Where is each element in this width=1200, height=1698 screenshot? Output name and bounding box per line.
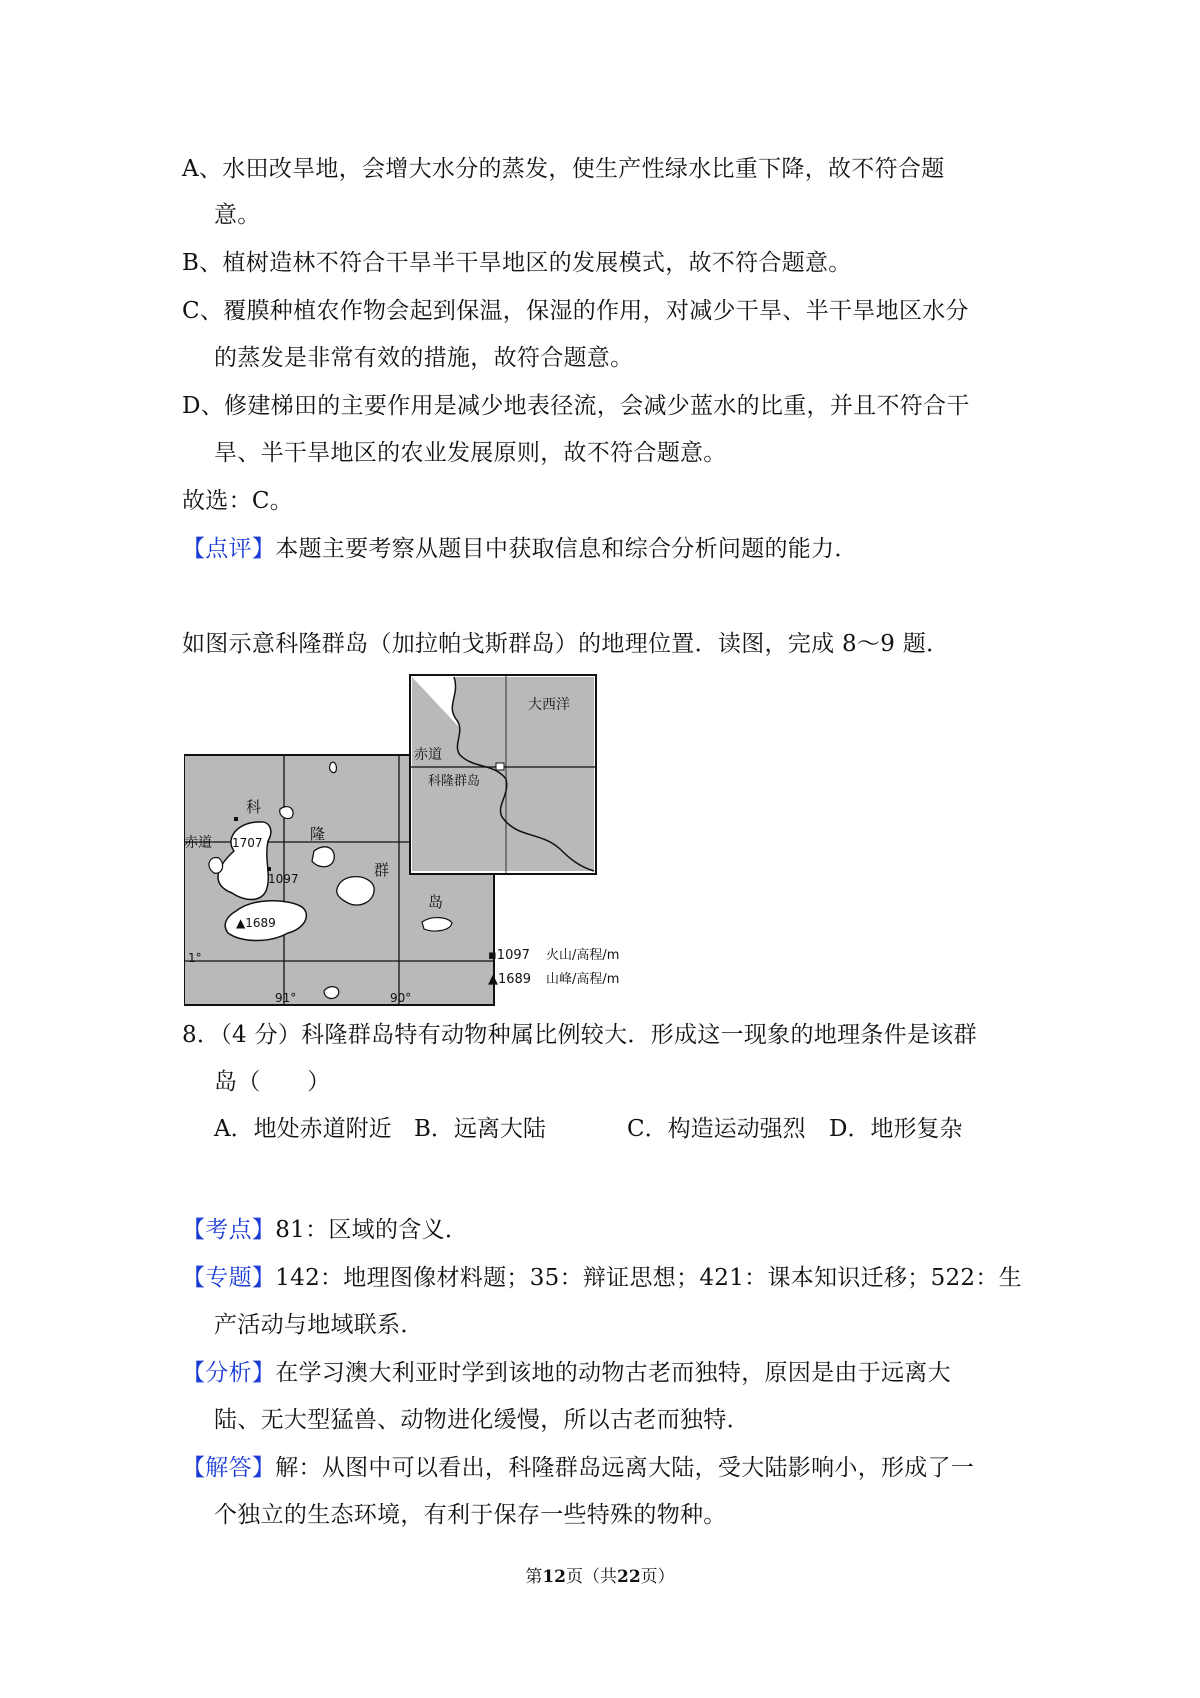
zhuanti-text1: 142：地理图像材料题；35：辩证思想；421：课本知识迁移；522：生 bbox=[275, 1265, 1022, 1291]
footer-page-number: 12 bbox=[542, 1567, 566, 1587]
footer-total-pages: 22 bbox=[617, 1567, 641, 1587]
label-inset-galapagos: 科隆群岛 bbox=[428, 774, 481, 789]
option-c-explanation-line2: 的蒸发是非常有效的措施，故符合题意。 bbox=[214, 345, 634, 371]
legend-peak-label: 山峰/高程/m bbox=[546, 972, 620, 987]
island-small-north bbox=[330, 762, 337, 772]
choice-b: B．远离大陆 bbox=[414, 1116, 546, 1142]
review-line bbox=[182, 534, 858, 564]
choice-a: A．地处赤道附近 bbox=[214, 1116, 392, 1142]
fenxi-line2: 陆、无大型猛兽、动物进化缓慢，所以古老而独特． bbox=[214, 1407, 750, 1433]
fenxi-tag: 【分析】 bbox=[182, 1360, 276, 1386]
jieda-text1: 解：从图中可以看出，科隆群岛远离大陆，受大陆影响小，形成了一 bbox=[275, 1455, 975, 1481]
option-a-explanation-line2: 意。 bbox=[214, 202, 261, 228]
inset-galapagos-marker bbox=[496, 763, 504, 770]
label-lon-91: 91° bbox=[275, 991, 297, 1005]
question-8-line1: 8．（4 分）科隆群岛特有动物种属比例较大．形成这一现象的地理条件是该群 bbox=[182, 1022, 977, 1048]
island-santiago bbox=[312, 847, 334, 867]
zhuanti-line2: 产活动与地域联系． bbox=[214, 1312, 424, 1338]
answer-line: 故选：C。 bbox=[182, 488, 294, 514]
footer-post: 页） bbox=[640, 1567, 675, 1587]
option-d-explanation-line2: 旱、半干旱地区的农业发展原则，故不符合题意。 bbox=[214, 440, 727, 466]
label-elev-1707: 1707 bbox=[232, 836, 263, 850]
volcano-marker-1707 bbox=[234, 817, 238, 821]
label-lat-1: 1° bbox=[188, 951, 202, 965]
option-c-explanation-line1: C、覆膜种植农作物会起到保温，保湿的作用，对减少干旱、半干旱地区水分 bbox=[182, 298, 969, 324]
footer-mid: 页（共 bbox=[566, 1567, 617, 1587]
review-text: 本题主要考察从题目中获取信息和综合分析问题的能力． bbox=[275, 536, 858, 562]
zhuanti-tag: 【专题】 bbox=[182, 1265, 276, 1291]
jieda-tag: 【解答】 bbox=[182, 1455, 276, 1481]
label-elev-1097: 1097 bbox=[268, 872, 299, 886]
option-a-explanation-line1: A、水田改旱地，会增大水分的蒸发，使生产性绿水比重下降，故不符合题 bbox=[182, 156, 945, 182]
legend-volcano-label: 火山/高程/m bbox=[546, 948, 620, 963]
label-elev-1689: ▲1689 bbox=[236, 916, 276, 930]
choice-c: C．构造运动强烈 bbox=[627, 1116, 806, 1142]
zhuanti-line1 bbox=[182, 1263, 1022, 1293]
label-long: 隆 bbox=[310, 825, 326, 843]
island-fernandina bbox=[209, 858, 223, 874]
label-atlantic: 大西洋 bbox=[528, 697, 570, 713]
choice-d: D．地形复杂 bbox=[829, 1116, 963, 1142]
option-d-explanation-line1: D、修建梯田的主要作用是减少地表径流，会减少蓝水的比重，并且不符合干 bbox=[182, 393, 970, 419]
label-qun: 群 bbox=[374, 861, 390, 879]
fenxi-text1: 在学习澳大利亚时学到该地的动物古老而独特，原因是由于远离大 bbox=[275, 1360, 951, 1386]
question-intro: 如图示意科隆群岛（加拉帕戈斯群岛）的地理位置．读图，完成 8～9 题． bbox=[182, 631, 950, 657]
footer-pre: 第 bbox=[525, 1567, 543, 1587]
question-8-line2: 岛（ ） bbox=[214, 1069, 331, 1095]
jieda-line1 bbox=[182, 1453, 974, 1483]
option-b-explanation: B、植树造林不符合干旱半干旱地区的发展模式，故不符合题意。 bbox=[182, 250, 852, 276]
label-lon-90: 90° bbox=[390, 991, 412, 1005]
jieda-line2: 个独立的生态环境，有利于保存一些特殊的物种。 bbox=[214, 1502, 727, 1528]
kaodian-tag: 【考点】 bbox=[182, 1217, 276, 1243]
fenxi-line1 bbox=[182, 1358, 951, 1388]
galapagos-map-figure bbox=[184, 671, 674, 1011]
label-inset-equator: 赤道 bbox=[414, 747, 442, 763]
page-footer bbox=[0, 1566, 1200, 1588]
volcano-marker-1097 bbox=[267, 867, 271, 871]
island-san-cristobal bbox=[422, 918, 452, 931]
label-dao: 岛 bbox=[428, 893, 444, 911]
review-tag: 【点评】 bbox=[182, 536, 276, 562]
island-floreana bbox=[324, 987, 339, 999]
label-ke: 科 bbox=[246, 798, 262, 816]
legend-peak-value: ▲1689 bbox=[488, 972, 532, 987]
label-main-equator: 赤道 bbox=[184, 835, 212, 851]
kaodian-line bbox=[182, 1215, 468, 1245]
island-pinzon bbox=[280, 807, 293, 819]
kaodian-text: 81：区域的含义． bbox=[275, 1217, 469, 1243]
legend-volcano-value: ▪1097 bbox=[488, 948, 530, 963]
